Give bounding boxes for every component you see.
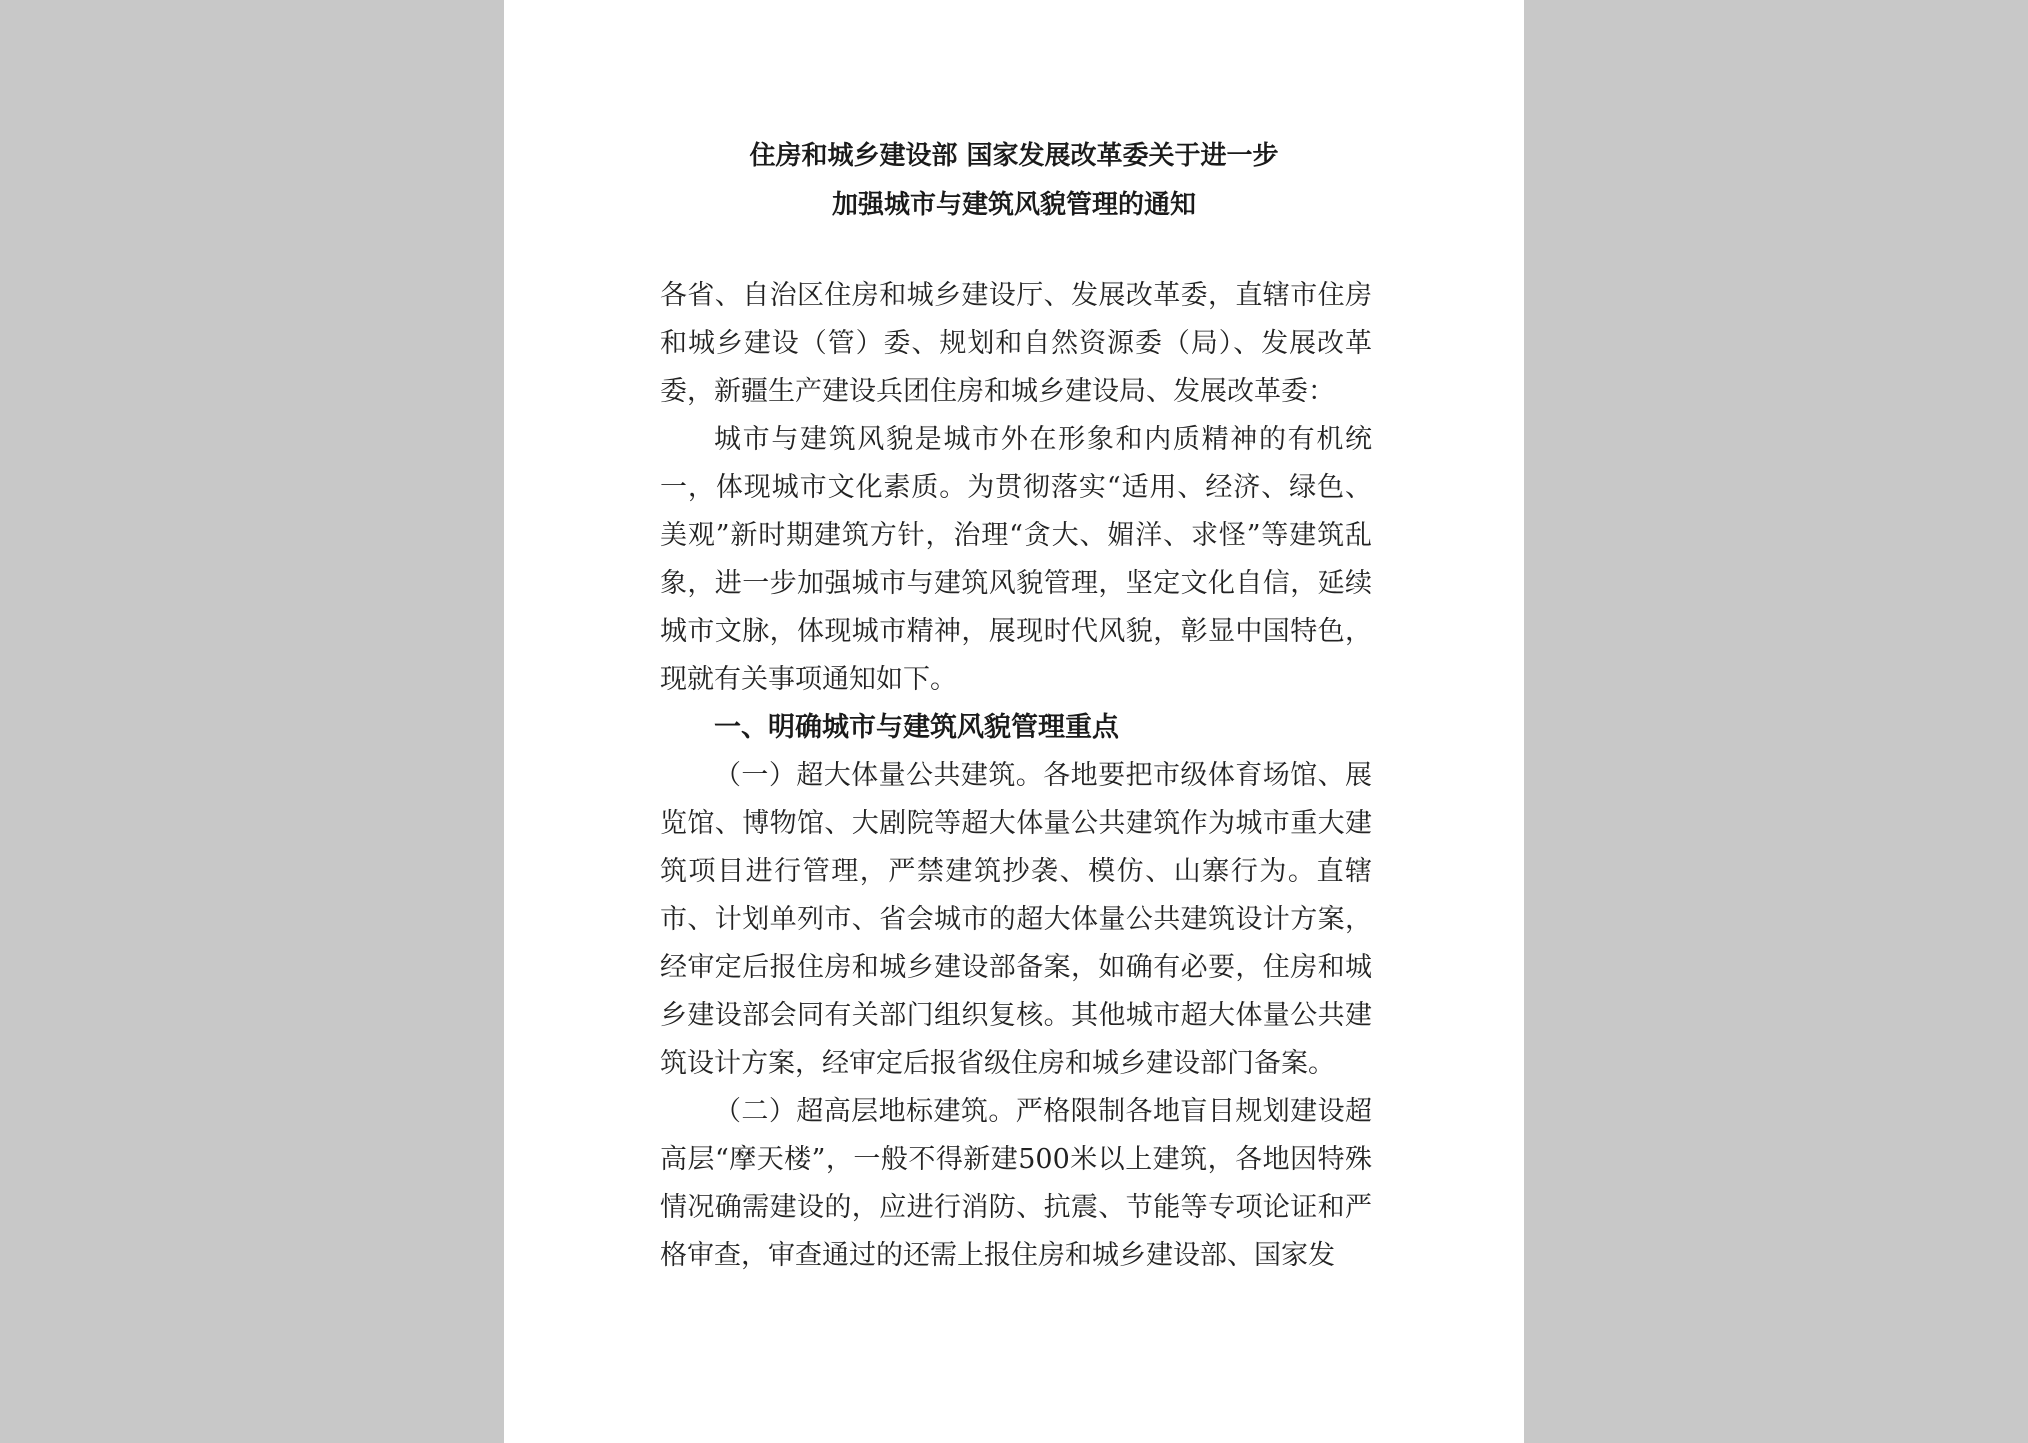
- salutation-paragraph: 各省、自治区住房和城乡建设厅、发展改革委，直辖市住房和城乡建设（管）委、规划和自然资源委（局）、发展改革委，新疆生产建设兵团住房和城乡建设局、发展改革委：: [660, 280, 1372, 407]
- section-heading: 一、明确城市与建筑风貌管理重点: [714, 712, 1119, 743]
- document-body: [660, 272, 1372, 1280]
- section-item-paragraph: （一）超大体量公共建筑。各地要把市级体育场馆、展览馆、博物馆、大剧院等超大体量公共建筑作为城市重大建筑项目进行管理，严禁建筑抄袭、模仿、山寨行为。直辖市、计划单列市、省会城市的超大体量公共建筑设计方案，经审定后报住房和城乡建设部备案，如确有必要，住房和城乡建设部会同有关部门组织复核。其他城市超大体量公共建筑设计方案，经审定后报省级住房和城乡建设部门备案。: [660, 760, 1372, 1079]
- section-item-paragraph: （二）超高层地标建筑。严格限制各地盲目规划建设超高层“摩天楼”，一般不得新建500米以上建筑，各地因特殊情况确需建设的，应进行消防、抗震、节能等专项论证和严格审查，审查通过的还需上报住房和城乡建设部、国家发: [660, 1096, 1372, 1271]
- document-title-line-2: 加强城市与建筑风貌管理的通知: [831, 190, 1196, 220]
- document-title-line-1: 住房和城乡建设部 国家发展改革委关于进一步: [749, 141, 1279, 171]
- intro-paragraph: 城市与建筑风貌是城市外在形象和内质精神的有机统一，体现城市文化素质。为贯彻落实“适用、经济、绿色、美观”新时期建筑方针，治理“贪大、媚洋、求怪”等建筑乱象，进一步加强城市与建筑风貌管理，坚定文化自信，延续城市文脉，体现城市精神，展现时代风貌，彰显中国特色，现就有关事项通知如下。: [660, 424, 1372, 695]
- document-page: [504, 0, 1524, 1443]
